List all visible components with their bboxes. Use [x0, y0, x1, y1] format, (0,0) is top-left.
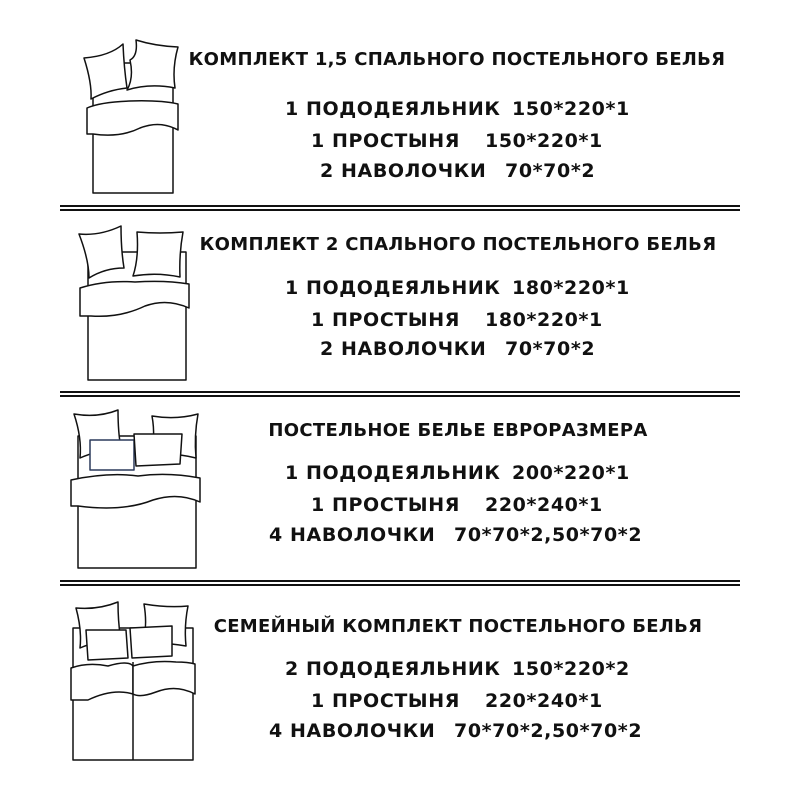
- item-name: 2 НАВОЛОЧКИ: [320, 160, 487, 182]
- item-name: 2 ПОДОДЕЯЛЬНИК: [285, 658, 501, 680]
- item-size: 150*220*2: [512, 658, 630, 680]
- section-title: ПОСТЕЛЬНОЕ БЕЛЬЕ ЕВРОРАЗМЕРА: [268, 420, 648, 441]
- item-row: [311, 690, 603, 712]
- item-size: 220*240*1: [485, 690, 603, 712]
- item-size: 180*220*1: [512, 277, 630, 299]
- item-name: 4 НАВОЛОЧКИ: [269, 720, 436, 742]
- item-size: 150*220*1: [485, 130, 603, 152]
- item-name: 1 ПРОСТЫНЯ: [311, 130, 460, 152]
- item-size: 70*70*2,50*70*2: [454, 720, 643, 742]
- item-size: 180*220*1: [485, 309, 603, 331]
- item-row: [269, 720, 643, 742]
- item-size: 220*240*1: [485, 494, 603, 516]
- section-title: КОМПЛЕКТ 2 СПАЛЬНОГО ПОСТЕЛЬНОГО БЕЛЬЯ: [199, 234, 717, 255]
- item-name: 1 ПОДОДЕЯЛЬНИК: [285, 277, 501, 299]
- item-name: 1 ПОДОДЕЯЛЬНИК: [285, 98, 501, 120]
- item-size: 150*220*1: [512, 98, 630, 120]
- section-title: СЕМЕЙНЫЙ КОМПЛЕКТ ПОСТЕЛЬНОГО БЕЛЬЯ: [213, 616, 703, 637]
- item-size: 70*70*2: [505, 338, 596, 360]
- family-bed-icon: [68, 600, 198, 765]
- item-name: 1 ПРОСТЫНЯ: [311, 690, 460, 712]
- item-size: 70*70*2,50*70*2: [454, 524, 643, 546]
- item-size: 200*220*1: [512, 462, 630, 484]
- item-name: 1 ПРОСТЫНЯ: [311, 494, 460, 516]
- section-title: КОМПЛЕКТ 1,5 СПАЛЬНОГО ПОСТЕЛЬНОГО БЕЛЬЯ: [188, 49, 726, 70]
- item-name: 4 НАВОЛОЧКИ: [269, 524, 436, 546]
- item-row: [285, 658, 630, 680]
- item-name: 1 ПРОСТЫНЯ: [311, 309, 460, 331]
- item-name: 1 ПОДОДЕЯЛЬНИК: [285, 462, 501, 484]
- item-name: 2 НАВОЛОЧКИ: [320, 338, 487, 360]
- item-size: 70*70*2: [505, 160, 596, 182]
